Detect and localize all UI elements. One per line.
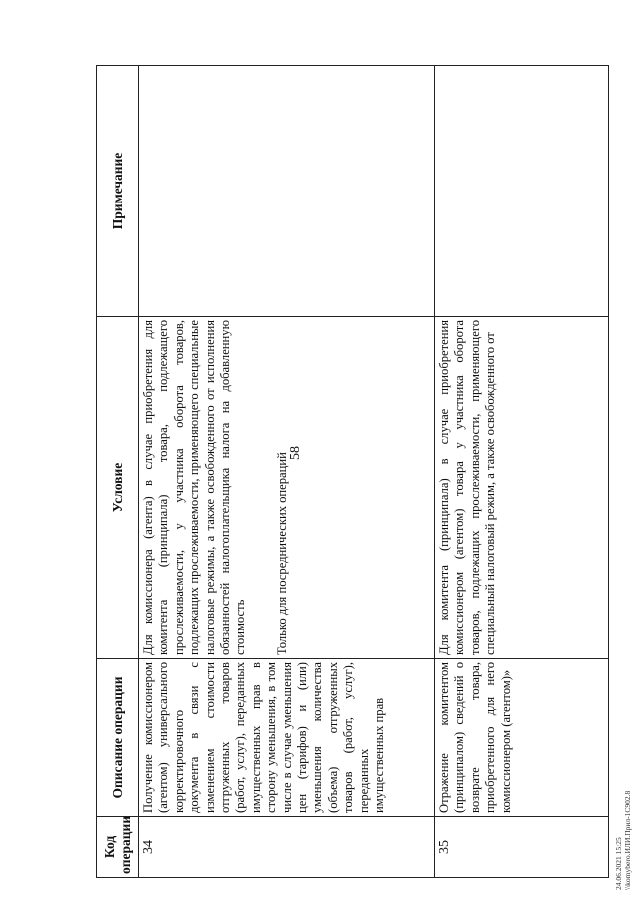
- table-row: [435, 66, 609, 878]
- row-note: [139, 66, 435, 317]
- operations-table: [96, 65, 609, 878]
- condition-text: Для комиссионера (агента) в случае приобретения для комитента (принципала) товара, подлежащего прослеживаемости, у участника оборота товаров, подлежащих прослеживаемости, применяющего специальные налоговые режимы, а также освобожденного от исполнения обязанностей налогоплательщика налога на добавленную стоимость: [141, 320, 248, 655]
- row-note: [435, 66, 609, 317]
- header-code: Код операции: [97, 817, 139, 878]
- header-description: Описание операции: [97, 659, 139, 817]
- row-description: Отражение комитентом (принципалом) сведений о возврате товара, приобретенного для него комиссионером (агентом)»: [435, 659, 609, 817]
- operations-table-container: [96, 66, 608, 878]
- footer-file-path: \\komybero.ИЛИ.Прил-1С902.8: [623, 790, 632, 890]
- table-header-row: [97, 66, 139, 878]
- row-description: Получение комиссионером (агентом) универсального корректировочного документа в связи с изменением стоимости отгруженных товаров (работ, услуг), переданных имущественных прав в сторону уменьшения, в том числе в случае уменьшения цен (тарифов) и (или) уменьшения количества (объема) отгруженных товаров (работ, услуг), переданных имущественных прав: [139, 659, 435, 817]
- row-code: 34: [139, 817, 435, 878]
- table-row: [139, 66, 435, 878]
- footer-stamp: [614, 791, 632, 890]
- header-condition: Условие: [97, 317, 139, 659]
- row-condition: [139, 317, 435, 659]
- row-condition: [435, 317, 609, 659]
- condition-note-text: Только для посреднических операций: [274, 452, 289, 655]
- condition-text: Для комитента (принципала) в случае приобретения комиссионером (агентом) товара у участника оборота товаров, подлежащих прослеживаемости, применяющего специальный налоговый режим, а также освобожденного от: [437, 320, 498, 655]
- footer-timestamp: 24.06.2021 15:25: [614, 837, 623, 890]
- row-code: 35: [435, 817, 609, 878]
- header-note: Примечание: [97, 66, 139, 317]
- page-number: 58: [288, 446, 303, 460]
